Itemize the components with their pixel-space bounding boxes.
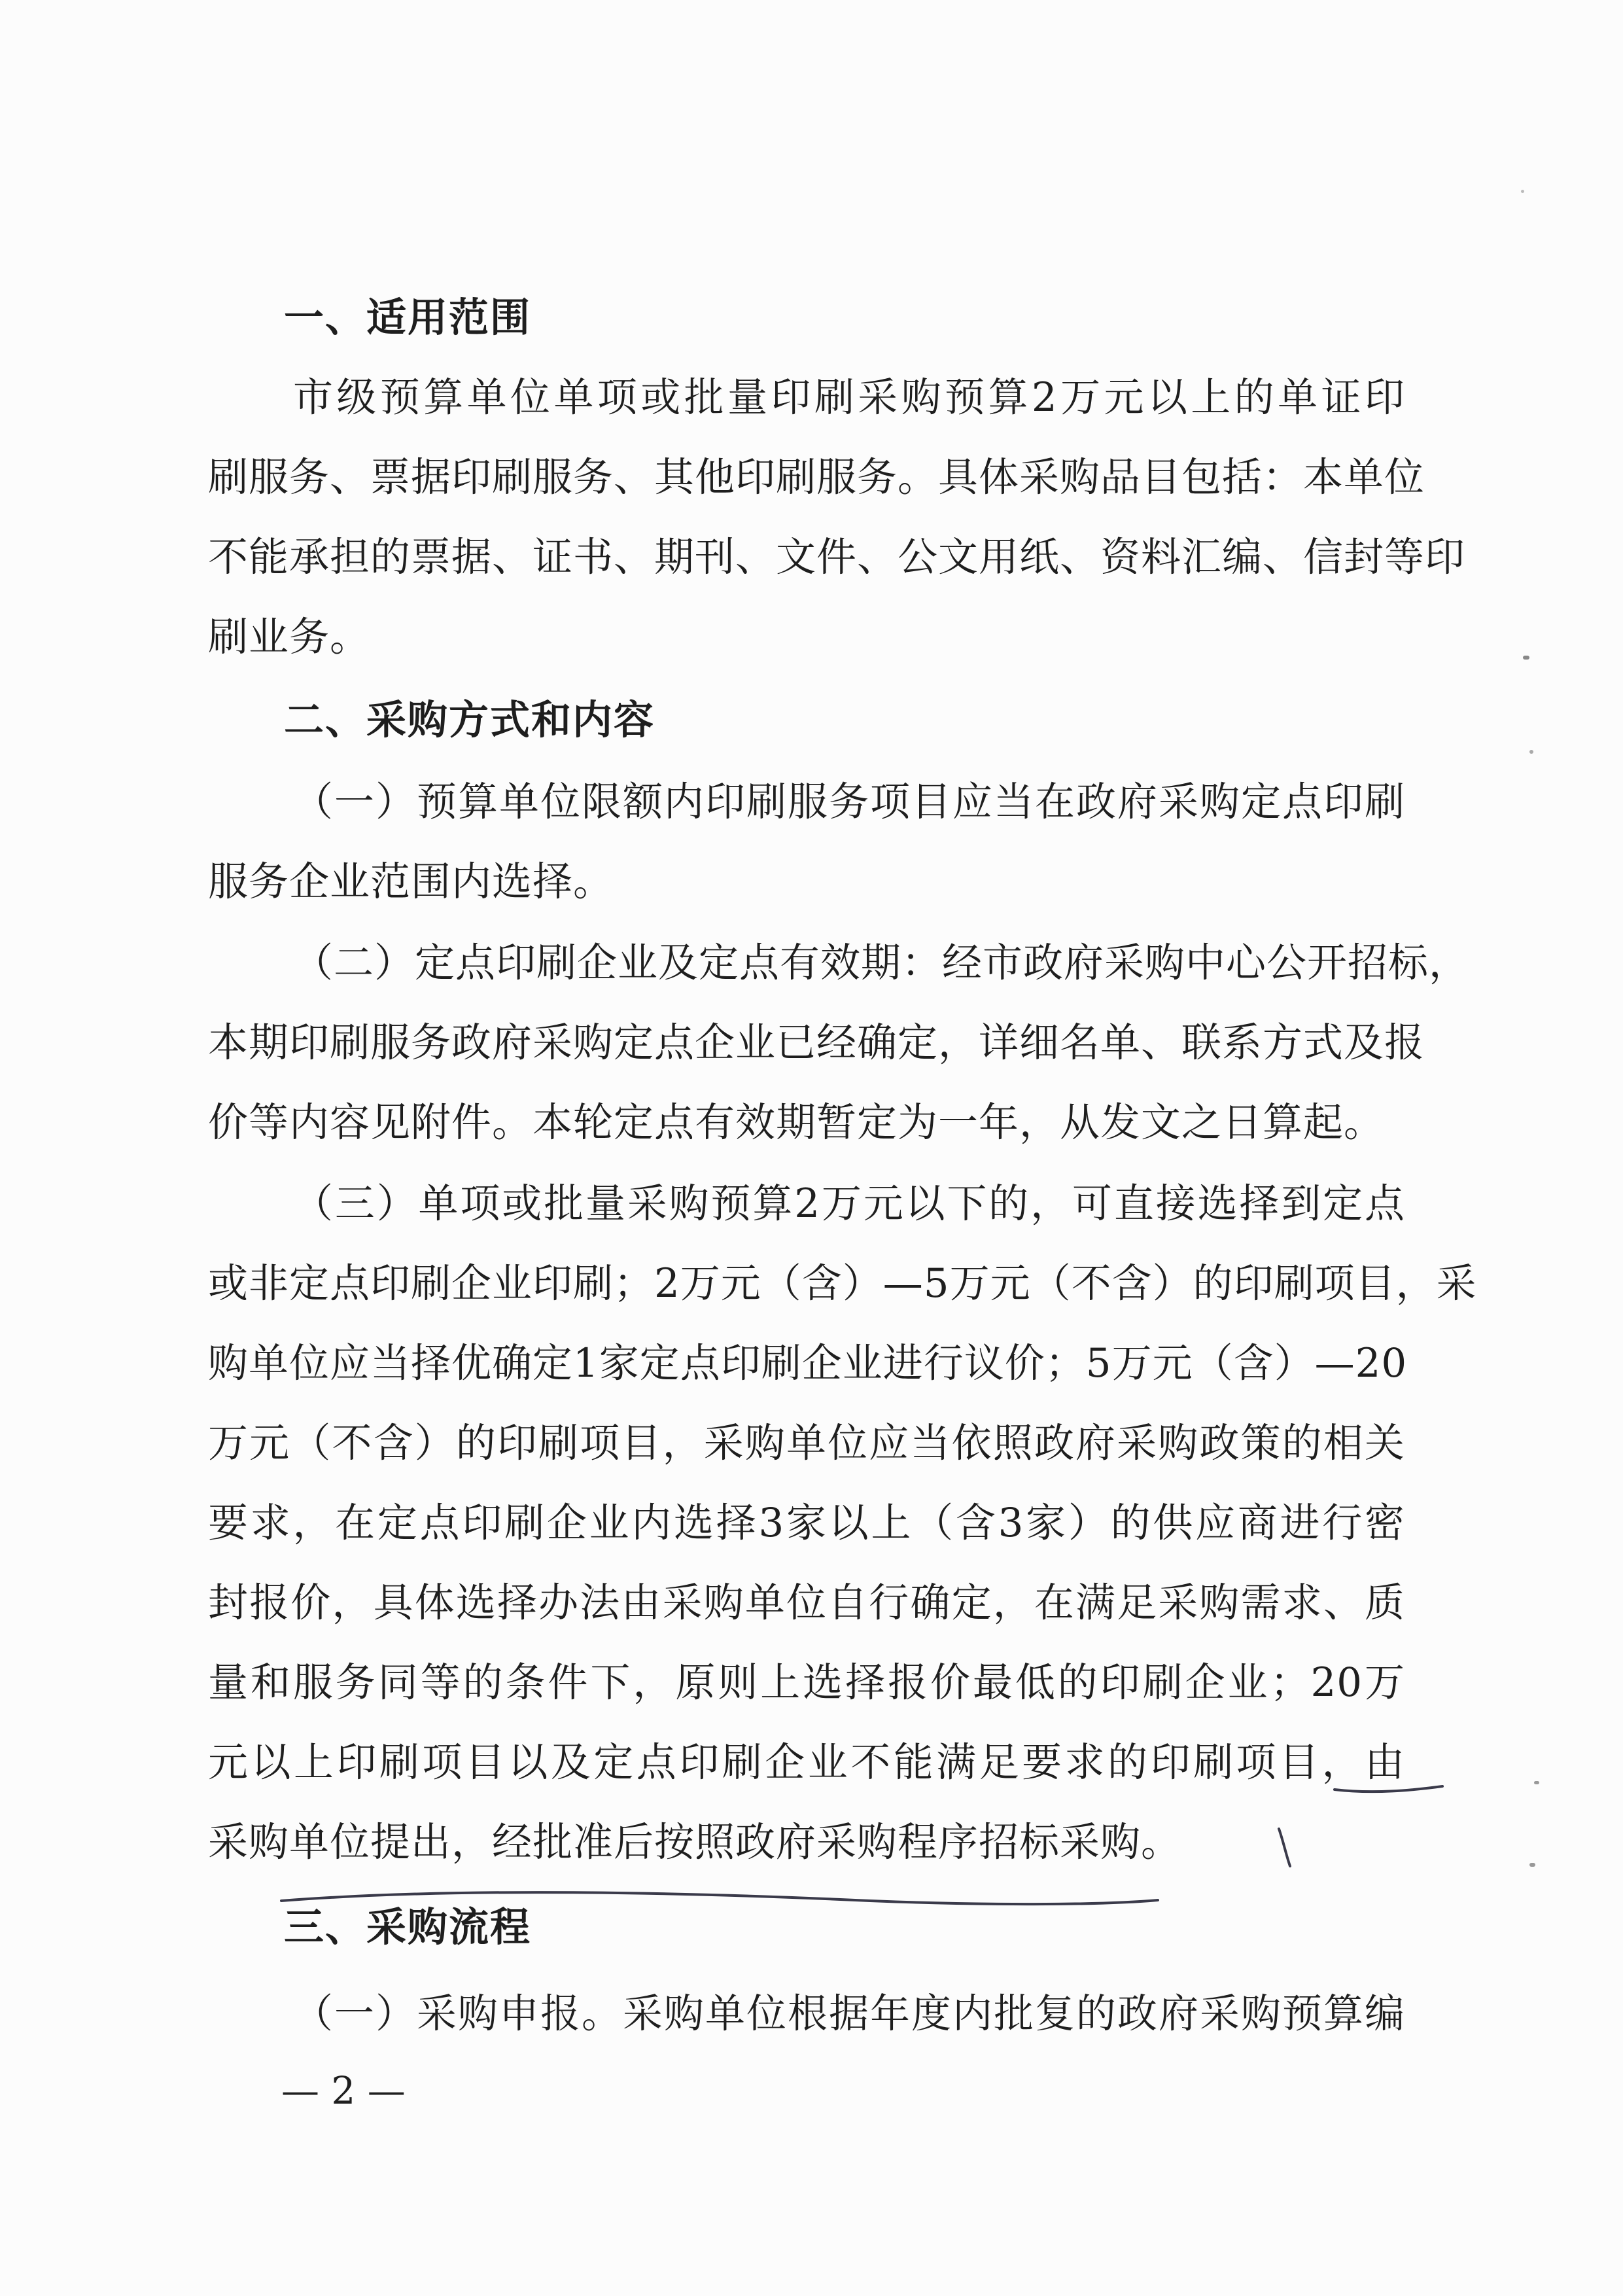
scan-speck bbox=[1529, 1863, 1535, 1867]
section-heading-scope: 一、适用范围 bbox=[284, 294, 532, 341]
paragraph-line: （二）定点印刷企业及定点有效期：经市政府采购中心公开招标， bbox=[293, 940, 1470, 986]
section-heading-method: 二、采购方式和内容 bbox=[284, 697, 655, 743]
paragraph-line: 本期印刷服务政府采购定点企业已经确定，详细名单、联系方式及报 bbox=[208, 1019, 1425, 1066]
scan-speck bbox=[1523, 656, 1529, 660]
paragraph-line: 采购单位提出，经批准后按照政府采购程序招标采购。 bbox=[208, 1819, 1182, 1865]
paragraph-line: 要求，在定点印刷企业内选择3家以上（含3家）的供应商进行密 bbox=[208, 1500, 1405, 1546]
paragraph-line: 市级预算单位单项或批量印刷采购预算2万元以上的单证印 bbox=[293, 374, 1405, 421]
paragraph-line: 元以上印刷项目以及定点印刷企业不能满足要求的印刷项目，由 bbox=[208, 1739, 1405, 1786]
paragraph-line: 服务企业范围内选择。 bbox=[208, 858, 614, 905]
scan-speck bbox=[1534, 1781, 1539, 1784]
paragraph-line: （三）单项或批量采购预算2万元以下的，可直接选择到定点 bbox=[293, 1180, 1405, 1227]
paragraph-line: 或非定点印刷企业印刷；2万元（含）—5万元（不含）的印刷项目，采 bbox=[208, 1260, 1477, 1307]
paragraph-line: 刷业务。 bbox=[208, 614, 371, 660]
paragraph-line: 封报价，具体选择办法由采购单位自行确定，在满足采购需求、质 bbox=[208, 1580, 1405, 1626]
page-number: — 2 — bbox=[281, 2068, 406, 2113]
scan-speck bbox=[1521, 190, 1524, 193]
scan-speck bbox=[1529, 750, 1533, 754]
paragraph-line: 刷服务、票据印刷服务、其他印刷服务。具体采购品目包括：本单位 bbox=[208, 454, 1425, 501]
paragraph-line: 不能承担的票据、证书、期刊、文件、公文用纸、资料汇编、信封等印 bbox=[208, 534, 1466, 580]
paragraph-line: （一）预算单位限额内印刷服务项目应当在政府采购定点印刷 bbox=[293, 779, 1405, 825]
paragraph-line: （一）采购申报。采购单位根据年度内批复的政府采购预算编 bbox=[293, 1990, 1405, 2037]
paragraph-line: 万元（不含）的印刷项目，采购单位应当依照政府采购政策的相关 bbox=[208, 1420, 1405, 1466]
paragraph-line: 购单位应当择优确定1家定点印刷企业进行议价；5万元（含）—20 bbox=[208, 1340, 1408, 1386]
paragraph-line: 价等内容见附件。本轮定点有效期暂定为一年，从发文之日算起。 bbox=[208, 1099, 1385, 1146]
section-heading-process: 三、采购流程 bbox=[284, 1904, 532, 1951]
paragraph-line: 量和服务同等的条件下，原则上选择报价最低的印刷企业；20万 bbox=[208, 1659, 1405, 1706]
